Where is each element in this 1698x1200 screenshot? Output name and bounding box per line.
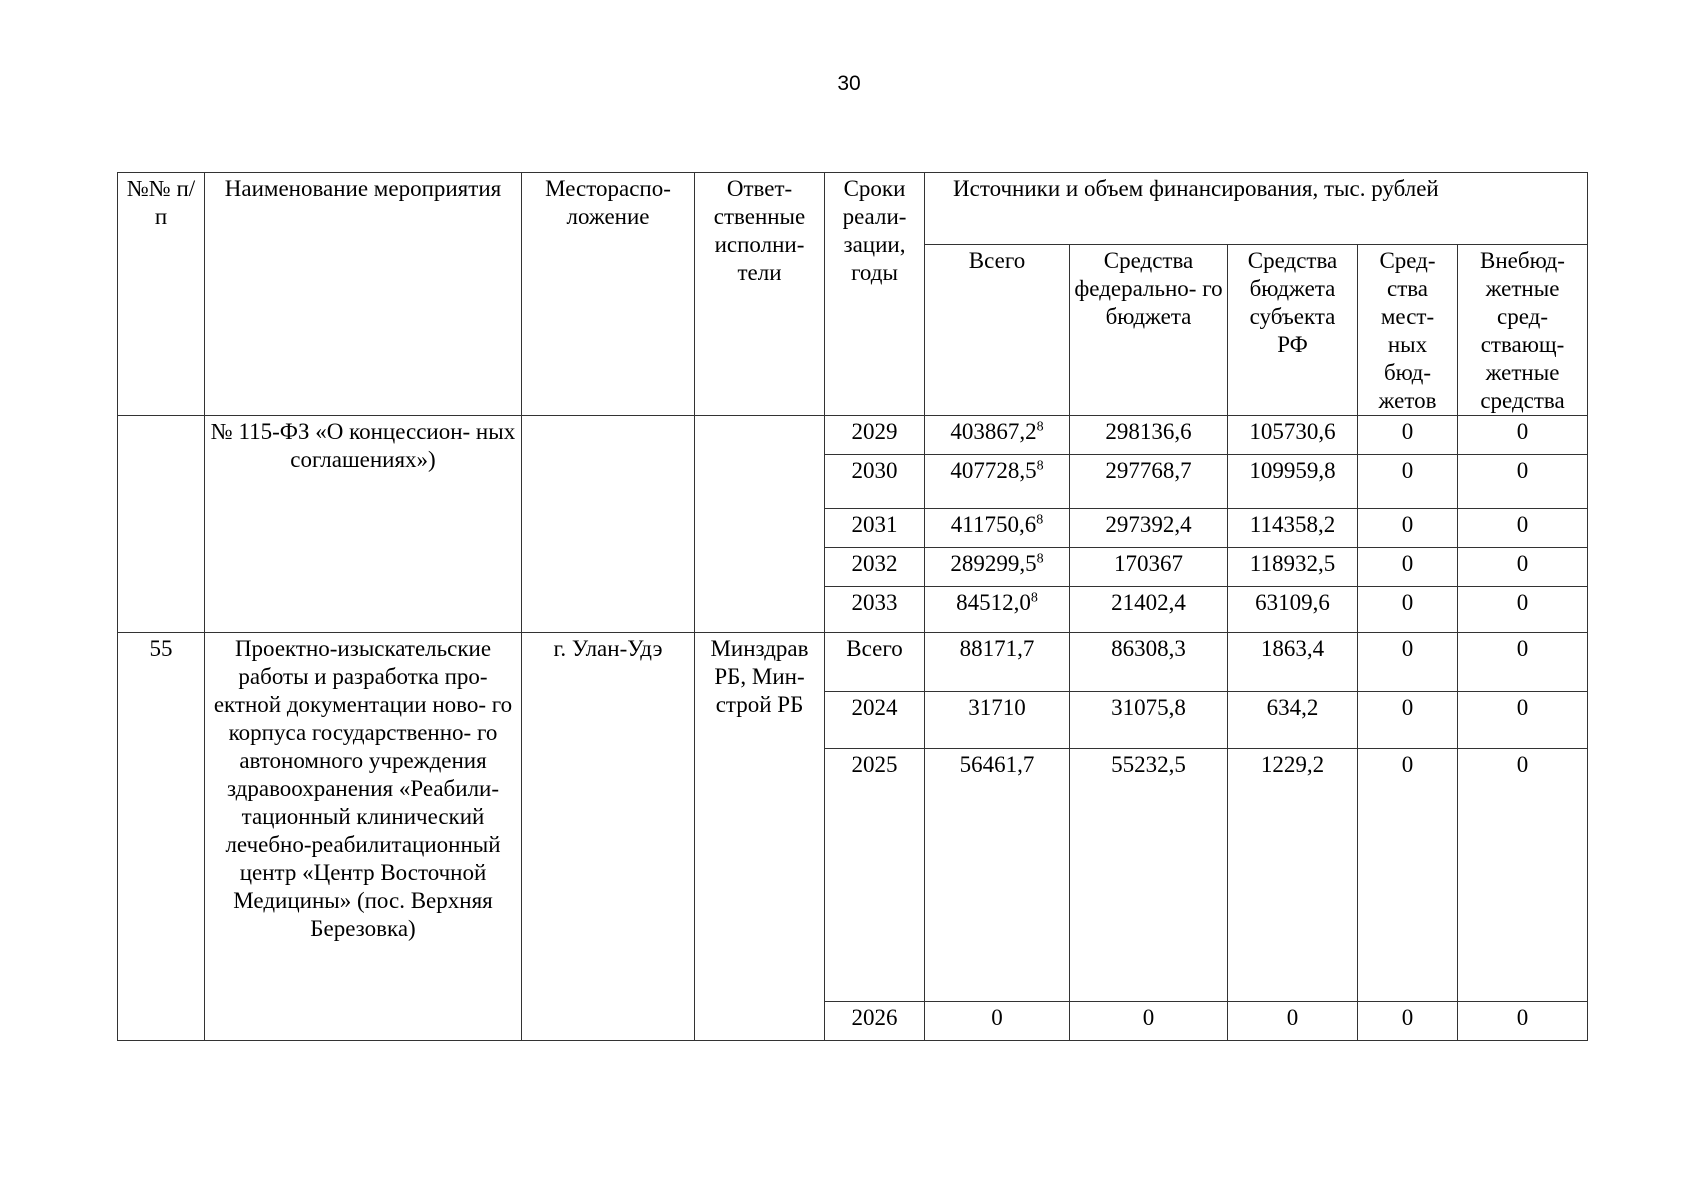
total-cell: 403867,2$^8$ bbox=[925, 416, 1070, 455]
row-location bbox=[522, 416, 695, 633]
header-subject: Средства бюджета субъекта РФ bbox=[1228, 245, 1358, 416]
local-cell: 0 bbox=[1358, 749, 1458, 1002]
header-federal: Средства федерально- го бюджета bbox=[1070, 245, 1228, 416]
header-extra: Внебюд- жетные сред- ствающ- жетные средства bbox=[1458, 245, 1588, 416]
header-total: Всего bbox=[925, 245, 1070, 416]
year-cell: 2025 bbox=[825, 749, 925, 1002]
extra-cell: 0 bbox=[1458, 455, 1588, 509]
subject-cell: 118932,5 bbox=[1228, 548, 1358, 587]
extra-cell: 0 bbox=[1458, 416, 1588, 455]
total-cell: 56461,7 bbox=[925, 749, 1070, 1002]
header-period: Сроки реали- зации, годы bbox=[825, 173, 925, 416]
footnote-mark: 8 bbox=[1036, 512, 1044, 528]
total-cell: 84512,0$^8$ bbox=[925, 587, 1070, 633]
federal-cell: 297768,7 bbox=[1070, 455, 1228, 509]
local-cell: 0 bbox=[1358, 692, 1458, 749]
federal-cell: 55232,5 bbox=[1070, 749, 1228, 1002]
local-cell: 0 bbox=[1358, 455, 1458, 509]
subject-cell: 63109,6 bbox=[1228, 587, 1358, 633]
federal-cell: 297392,4 bbox=[1070, 509, 1228, 548]
local-cell: 0 bbox=[1358, 633, 1458, 692]
extra-cell: 0 bbox=[1458, 692, 1588, 749]
subject-cell: 0 bbox=[1228, 1002, 1358, 1041]
header-row bbox=[118, 173, 1588, 245]
extra-cell: 0 bbox=[1458, 1002, 1588, 1041]
subject-cell: 634,2 bbox=[1228, 692, 1358, 749]
federal-cell: 170367 bbox=[1070, 548, 1228, 587]
local-cell: 0 bbox=[1358, 587, 1458, 633]
local-cell: 0 bbox=[1358, 1002, 1458, 1041]
extra-cell: 0 bbox=[1458, 509, 1588, 548]
total-cell: 31710 bbox=[925, 692, 1070, 749]
subject-cell: 105730,6 bbox=[1228, 416, 1358, 455]
total-cell: 88171,7 bbox=[925, 633, 1070, 692]
subject-cell: 109959,8 bbox=[1228, 455, 1358, 509]
header-location: Местораспо- ложение bbox=[522, 173, 695, 416]
table-row bbox=[118, 633, 1588, 692]
footnote-mark: 8 bbox=[1030, 590, 1038, 606]
footnote-mark: 8 bbox=[1036, 551, 1044, 567]
footnote-mark: 8 bbox=[1036, 458, 1044, 474]
total-cell: 407728,5$^8$ bbox=[925, 455, 1070, 509]
table-row bbox=[118, 416, 1588, 455]
header-num: №№ п/п bbox=[118, 173, 205, 416]
total-cell: 0 bbox=[925, 1002, 1070, 1041]
local-cell: 0 bbox=[1358, 548, 1458, 587]
federal-cell: 86308,3 bbox=[1070, 633, 1228, 692]
local-cell: 0 bbox=[1358, 416, 1458, 455]
header-name: Наименование мероприятия bbox=[205, 173, 522, 416]
subject-cell: 1229,2 bbox=[1228, 749, 1358, 1002]
header-sources: Источники и объем финансирования, тыс. рублей bbox=[925, 173, 1588, 245]
federal-cell: 21402,4 bbox=[1070, 587, 1228, 633]
header-local: Сред- ства мест- ных бюд- жетов bbox=[1358, 245, 1458, 416]
subject-cell: 1863,4 bbox=[1228, 633, 1358, 692]
extra-cell: 0 bbox=[1458, 749, 1588, 1002]
federal-cell: 0 bbox=[1070, 1002, 1228, 1041]
footnote-mark: 8 bbox=[1036, 419, 1044, 435]
measure-name: Проектно-изыскательские работы и разработка про- ектной документации ново- го корпуса государственно- го автономного учреждения здравоохранения «Реабили- тационный клинический лечебно-реабилитационный центр «Центр Восточной Медицины» (пос. Верхняя Березовка) bbox=[205, 633, 522, 1041]
federal-cell: 31075,8 bbox=[1070, 692, 1228, 749]
extra-cell: 0 bbox=[1458, 633, 1588, 692]
total-cell: 289299,5$^8$ bbox=[925, 548, 1070, 587]
row-responsible: Минздрав РБ, Мин- строй РБ bbox=[695, 633, 825, 1041]
financing-table bbox=[117, 172, 1588, 1041]
extra-cell: 0 bbox=[1458, 548, 1588, 587]
year-cell: Всего bbox=[825, 633, 925, 692]
year-cell: 2032 bbox=[825, 548, 925, 587]
row-num: 55 bbox=[118, 633, 205, 1041]
row-num bbox=[118, 416, 205, 633]
federal-cell: 298136,6 bbox=[1070, 416, 1228, 455]
row-location: г. Улан-Удэ bbox=[522, 633, 695, 1041]
local-cell: 0 bbox=[1358, 509, 1458, 548]
row-responsible bbox=[695, 416, 825, 633]
year-cell: 2030 bbox=[825, 455, 925, 509]
extra-cell: 0 bbox=[1458, 587, 1588, 633]
year-cell: 2024 bbox=[825, 692, 925, 749]
year-cell: 2033 bbox=[825, 587, 925, 633]
subject-cell: 114358,2 bbox=[1228, 509, 1358, 548]
total-cell: 411750,6$^8$ bbox=[925, 509, 1070, 548]
page-number: 30 bbox=[837, 72, 861, 95]
year-cell: 2029 bbox=[825, 416, 925, 455]
year-cell: 2026 bbox=[825, 1002, 925, 1041]
header-responsible: Ответ- ственные исполни- тели bbox=[695, 173, 825, 416]
measure-name: № 115-ФЗ «О концессион- ных соглашениях») bbox=[205, 416, 522, 633]
year-cell: 2031 bbox=[825, 509, 925, 548]
